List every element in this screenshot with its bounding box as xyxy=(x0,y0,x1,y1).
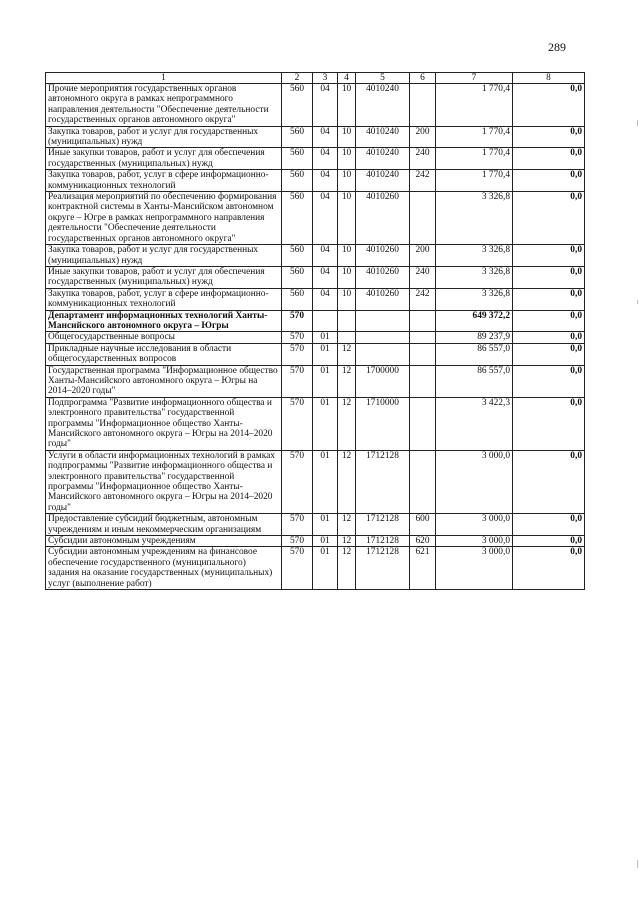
amount-extra: 0,0 xyxy=(513,332,585,343)
expense-type-code xyxy=(410,192,436,245)
expense-type-code xyxy=(410,365,436,397)
amount-extra: 0,0 xyxy=(513,192,585,245)
item-name: Прочие мероприятия государственных органов автономного округа в рамках непрограммного направления деятельности "Обеспечение деятельности государственных органов автономного округа" xyxy=(46,84,282,127)
subsection-code: 10 xyxy=(338,148,356,170)
subsection-code: 10 xyxy=(338,245,356,267)
ministry-code: 560 xyxy=(282,266,313,288)
expense-type-code: 620 xyxy=(410,536,436,547)
column-header: 4 xyxy=(338,73,356,84)
amount: 3 422,3 xyxy=(436,397,513,450)
table-row xyxy=(46,126,585,148)
table-row xyxy=(46,266,585,288)
amount-extra: 0,0 xyxy=(513,84,585,127)
ministry-code: 570 xyxy=(282,310,313,332)
target-item-code: 4010240 xyxy=(356,148,410,170)
amount: 3 326,8 xyxy=(436,192,513,245)
table-row xyxy=(46,148,585,170)
amount: 1 770,4 xyxy=(436,148,513,170)
item-name: Подпрограмма "Развитие информационного общества и электронного правительства" государственной программы "Информационное общество Ханты-Мансийского автономного округа – Югры на 2014–2020 годы" xyxy=(46,397,282,450)
subsection-code xyxy=(338,332,356,343)
target-item-code xyxy=(356,310,410,332)
target-item-code: 4010240 xyxy=(356,170,410,192)
subsection-code: 10 xyxy=(338,126,356,148)
amount: 3 326,8 xyxy=(436,288,513,310)
target-item-code: 1712128 xyxy=(356,514,410,536)
subsection-code: 12 xyxy=(338,450,356,513)
expense-type-code: 621 xyxy=(410,547,436,590)
item-name: Закупка товаров, работ, услуг в сфере информационно-коммуникационных технологий xyxy=(46,170,282,192)
expense-type-code xyxy=(410,84,436,127)
amount: 3 000,0 xyxy=(436,514,513,536)
expense-type-code: 200 xyxy=(410,245,436,267)
ministry-code: 570 xyxy=(282,365,313,397)
subsection-code: 12 xyxy=(338,514,356,536)
subsection-code xyxy=(338,310,356,332)
target-item-code: 4010260 xyxy=(356,266,410,288)
subsection-code: 12 xyxy=(338,536,356,547)
amount: 86 557,0 xyxy=(436,343,513,365)
ministry-code: 570 xyxy=(282,343,313,365)
table-body xyxy=(46,84,585,590)
column-header: 3 xyxy=(313,73,338,84)
amount-extra: 0,0 xyxy=(513,245,585,267)
target-item-code: 4010260 xyxy=(356,288,410,310)
section-code: 04 xyxy=(313,192,338,245)
table-row xyxy=(46,397,585,450)
column-header: 8 xyxy=(513,73,585,84)
target-item-code: 4010260 xyxy=(356,245,410,267)
section-code: 01 xyxy=(313,547,338,590)
ministry-code: 570 xyxy=(282,397,313,450)
target-item-code: 1700000 xyxy=(356,365,410,397)
table-row xyxy=(46,332,585,343)
expense-type-code xyxy=(410,332,436,343)
item-name: Закупка товаров, работ и услуг для государственных (муниципальных) нужд xyxy=(46,245,282,267)
amount: 1 770,4 xyxy=(436,126,513,148)
amount-extra: 0,0 xyxy=(513,170,585,192)
item-name: Субсидии автономным учреждениям xyxy=(46,536,282,547)
expense-type-code: 200 xyxy=(410,126,436,148)
scan-edge-mark xyxy=(637,860,638,868)
section-code: 04 xyxy=(313,148,338,170)
section-code: 01 xyxy=(313,397,338,450)
section-code: 04 xyxy=(313,266,338,288)
section-code: 04 xyxy=(313,245,338,267)
table-row xyxy=(46,547,585,590)
item-name: Услуги в области информационных технологий в рамках подпрограммы "Развитие информационного общества и электронного правительства" государственной программы "Информационное общество Ханты-Мансийского автономного округа – Югры на 2014–2020 годы" xyxy=(46,450,282,513)
amount: 1 770,4 xyxy=(436,170,513,192)
item-name: Закупка товаров, работ и услуг для государственных (муниципальных) нужд xyxy=(46,126,282,148)
amount: 3 326,8 xyxy=(436,266,513,288)
ministry-code: 570 xyxy=(282,547,313,590)
scan-edge-mark xyxy=(637,300,638,304)
table-row xyxy=(46,288,585,310)
section-code: 04 xyxy=(313,126,338,148)
column-header: 5 xyxy=(356,73,410,84)
target-item-code xyxy=(356,332,410,343)
table-row xyxy=(46,245,585,267)
target-item-code xyxy=(356,343,410,365)
section-code: 04 xyxy=(313,288,338,310)
subsection-code: 10 xyxy=(338,170,356,192)
section-code: 01 xyxy=(313,536,338,547)
target-item-code: 1712128 xyxy=(356,450,410,513)
ministry-code: 570 xyxy=(282,332,313,343)
section-code xyxy=(313,310,338,332)
item-name: Закупка товаров, работ, услуг в сфере информационно-коммуникационных технологий xyxy=(46,288,282,310)
amount: 1 770,4 xyxy=(436,84,513,127)
ministry-code: 560 xyxy=(282,245,313,267)
target-item-code: 4010260 xyxy=(356,192,410,245)
item-name: Иные закупки товаров, работ и услуг для обеспечения государственных (муниципальных) нужд xyxy=(46,266,282,288)
item-name: Субсидии автономным учреждениям на финансовое обеспечение государственного (муниципального) задания на оказание государственных (муниципальных) услуг (выполнение работ) xyxy=(46,547,282,590)
amount-extra: 0,0 xyxy=(513,126,585,148)
amount: 649 372,2 xyxy=(436,310,513,332)
ministry-code: 560 xyxy=(282,148,313,170)
item-name: Прикладные научные исследования в области общегосударственных вопросов xyxy=(46,343,282,365)
column-header: 6 xyxy=(410,73,436,84)
subsection-code: 12 xyxy=(338,547,356,590)
expense-type-code xyxy=(410,310,436,332)
item-name: Департамент информационных технологий Ханты-Мансийского автономного округа – Югры xyxy=(46,310,282,332)
table-row xyxy=(46,536,585,547)
item-name: Иные закупки товаров, работ и услуг для обеспечения государственных (муниципальных) нужд xyxy=(46,148,282,170)
table-row xyxy=(46,84,585,127)
amount: 3 000,0 xyxy=(436,450,513,513)
expense-type-code: 240 xyxy=(410,266,436,288)
item-name: Государственная программа "Информационное общество Ханты-Мансийского автономного округа – Югры на 2014–2020 годы" xyxy=(46,365,282,397)
table-row xyxy=(46,310,585,332)
amount-extra: 0,0 xyxy=(513,365,585,397)
section-code: 01 xyxy=(313,332,338,343)
amount: 3 000,0 xyxy=(436,547,513,590)
ministry-code: 560 xyxy=(282,288,313,310)
target-item-code: 1712128 xyxy=(356,536,410,547)
amount-extra: 0,0 xyxy=(513,514,585,536)
amount-extra: 0,0 xyxy=(513,343,585,365)
expense-type-code xyxy=(410,397,436,450)
ministry-code: 560 xyxy=(282,84,313,127)
section-code: 01 xyxy=(313,514,338,536)
subsection-code: 10 xyxy=(338,266,356,288)
ministry-code: 570 xyxy=(282,514,313,536)
budget-table xyxy=(45,72,585,590)
target-item-code: 4010240 xyxy=(356,84,410,127)
subsection-code: 12 xyxy=(338,397,356,450)
table-row xyxy=(46,450,585,513)
subsection-code: 10 xyxy=(338,288,356,310)
item-name: Общегосударственные вопросы xyxy=(46,332,282,343)
table-row xyxy=(46,170,585,192)
amount-extra: 0,0 xyxy=(513,310,585,332)
amount-extra: 0,0 xyxy=(513,397,585,450)
expense-type-code: 242 xyxy=(410,170,436,192)
expense-type-code xyxy=(410,343,436,365)
subsection-code: 12 xyxy=(338,343,356,365)
page-number: 289 xyxy=(548,40,566,54)
section-code: 01 xyxy=(313,343,338,365)
table-header-row xyxy=(46,73,585,84)
amount-extra: 0,0 xyxy=(513,536,585,547)
amount-extra: 0,0 xyxy=(513,148,585,170)
amount: 3 326,8 xyxy=(436,245,513,267)
ministry-code: 570 xyxy=(282,450,313,513)
target-item-code: 1712128 xyxy=(356,547,410,590)
expense-type-code: 240 xyxy=(410,148,436,170)
target-item-code: 4010240 xyxy=(356,126,410,148)
table-row xyxy=(46,343,585,365)
ministry-code: 560 xyxy=(282,170,313,192)
amount-extra: 0,0 xyxy=(513,266,585,288)
item-name: Предоставление субсидий бюджетным, автономным учреждениям и иным некоммерческим организациям xyxy=(46,514,282,536)
scan-edge-mark xyxy=(637,120,638,126)
section-code: 01 xyxy=(313,450,338,513)
section-code: 04 xyxy=(313,170,338,192)
table-row xyxy=(46,192,585,245)
subsection-code: 12 xyxy=(338,365,356,397)
expense-type-code: 242 xyxy=(410,288,436,310)
table-row xyxy=(46,365,585,397)
subsection-code: 10 xyxy=(338,84,356,127)
amount-extra: 0,0 xyxy=(513,450,585,513)
ministry-code: 560 xyxy=(282,192,313,245)
amount: 86 557,0 xyxy=(436,365,513,397)
ministry-code: 570 xyxy=(282,536,313,547)
column-header: 7 xyxy=(436,73,513,84)
subsection-code: 10 xyxy=(338,192,356,245)
ministry-code: 560 xyxy=(282,126,313,148)
section-code: 04 xyxy=(313,84,338,127)
item-name: Реализация мероприятий по обеспечению формирования контрактной системы в Ханты-Мансийском автономном округе – Югре в рамках непрограммного направления деятельности "Обеспечение деятельности государственных органов автономного округа" xyxy=(46,192,282,245)
column-header: 1 xyxy=(46,73,282,84)
amount: 89 237,9 xyxy=(436,332,513,343)
table-row xyxy=(46,514,585,536)
target-item-code: 1710000 xyxy=(356,397,410,450)
amount-extra: 0,0 xyxy=(513,547,585,590)
amount-extra: 0,0 xyxy=(513,288,585,310)
column-header: 2 xyxy=(282,73,313,84)
expense-type-code: 600 xyxy=(410,514,436,536)
expense-type-code xyxy=(410,450,436,513)
amount: 3 000,0 xyxy=(436,536,513,547)
section-code: 01 xyxy=(313,365,338,397)
